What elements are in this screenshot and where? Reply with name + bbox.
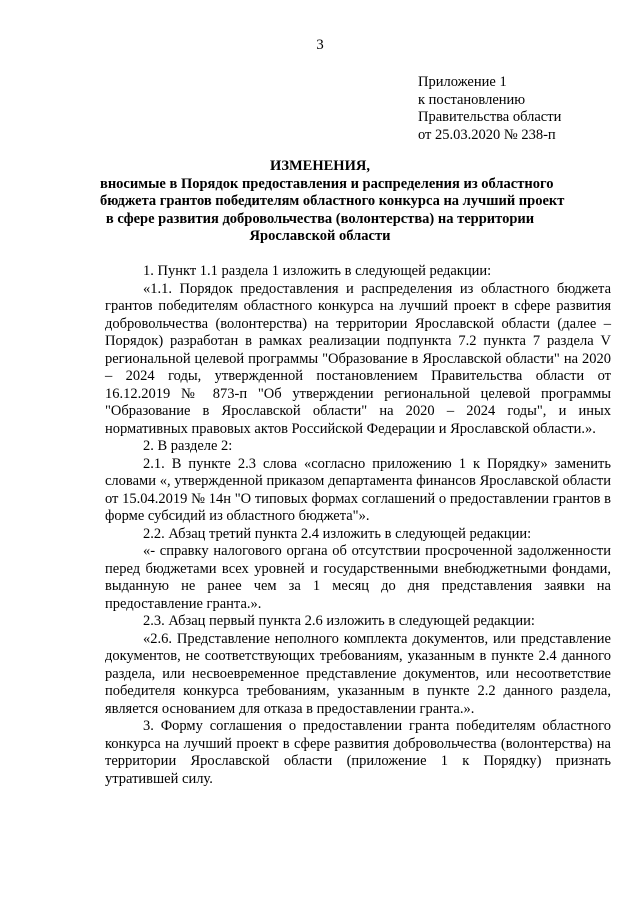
paragraph: 2.1. В пункте 2.3 слова «согласно приложению 1 к Порядку» заменить словами «, утвержденной приказом департамента финансов Ярославской области от 15.04.2019 № 14н "О типовых формах соглашений о предоставлении грантов в форме субсидий из областного бюджета"».	[105, 455, 611, 524]
paragraph: «2.6. Представление неполного комплекта документов, или представление документов, не соответствующих требованиям, указанным в пункте 2.4 данного раздела, или несвоевременное представление документов, или несоответствие победителя конкурса требованиям, указанным в пункте 2.2 данного раздела, является основанием для отказа в предоставлении гранта.».	[105, 630, 611, 717]
appendix-line: Приложение 1	[418, 74, 507, 90]
title-line: вносимые в Порядок предоставления и распределения из областного	[100, 175, 554, 192]
document-title	[100, 158, 565, 246]
page-number: 3	[316, 37, 324, 53]
title-heading: ИЗМЕНЕНИЯ,	[270, 158, 370, 174]
paragraph: «1.1. Порядок предоставления и распределения из областного бюджета грантов победителям областного конкурса на лучший проект в сфере развития добровольчества (волонтерства) на территории Ярославской области (далее – Порядок) разработан в рамках реализации подпункта 7.2 пункта 7 раздела V региональной целевой программы "Образование в Ярославской области" на 2020 – 2024 годы, утвержденной постановлением Правительства области от 16.12.2019 № 873-п "Об утверждении региональной целевой программы "Образование в Ярославской области" на 2020 – 2024 годы", и иных нормативных правовых актов Российской Федерации и Ярославской области.».	[105, 280, 611, 437]
title-line: бюджета грантов победителям областного конкурса на лучший проект	[100, 193, 565, 210]
appendix-line: от 25.03.2020 № 238-п	[418, 126, 556, 143]
paragraph: 2.2. Абзац третий пункта 2.4 изложить в следующей редакции:	[143, 525, 532, 542]
title-line: в сфере развития добровольчества (волонтерства) на территории	[105, 210, 535, 227]
title-line: Ярославской области	[249, 228, 391, 245]
appendix-line: к постановлению	[418, 91, 526, 108]
paragraph: 2. В разделе 2:	[143, 438, 233, 454]
appendix-reference	[418, 74, 628, 144]
paragraph: 3. Форму соглашения о предоставлении гранта победителям областного конкурса на лучший проект в сфере развития добровольчества (волонтерства) на территории Ярославской области (приложение 1 к Порядку) признать утратившей силу.	[105, 718, 611, 787]
paragraph: 2.3. Абзац первый пункта 2.6 изложить в следующей редакции:	[143, 613, 535, 629]
document-body	[105, 263, 611, 788]
paragraph: «- справку налогового органа об отсутствии просроченной задолженности перед бюджетами всех уровней и государственными внебюджетными фондами, выданную не ранее чем за 1 месяц до дня представления заявки на предоставление гранта.».	[105, 543, 611, 612]
paragraph: 1. Пункт 1.1 раздела 1 изложить в следующей редакции:	[143, 263, 492, 279]
appendix-line: Правительства области	[418, 109, 562, 126]
